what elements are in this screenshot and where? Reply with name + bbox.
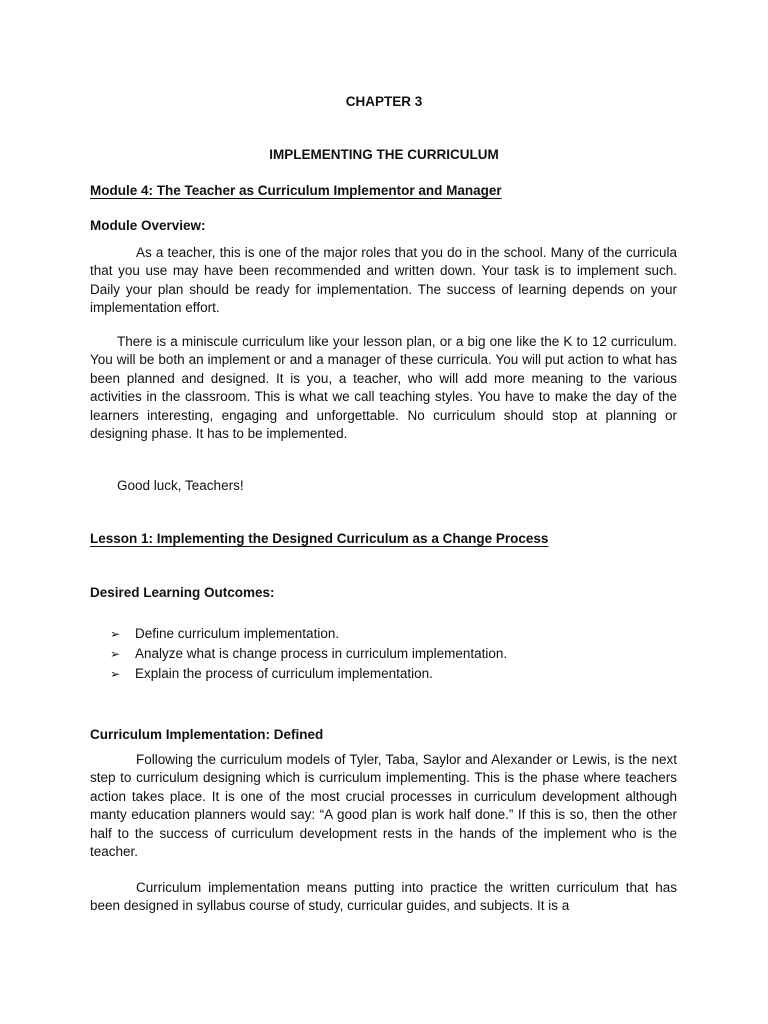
- overview-heading: Module Overview:: [90, 218, 206, 233]
- defined-heading: Curriculum Implementation: Defined: [90, 727, 324, 742]
- outcome-text: Analyze what is change process in curriculum implementation.: [135, 646, 508, 661]
- chapter-label: CHAPTER 3: [345, 94, 423, 109]
- unit-title: IMPLEMENTING THE CURRICULUM: [269, 147, 499, 162]
- outcomes-heading: Desired Learning Outcomes:: [90, 585, 275, 600]
- list-item: [110, 624, 507, 644]
- defined-paragraph-1: Following the curriculum models of Tyler, Taba, Saylor and Alexander or Lewis, is the next step to curriculum designing which is curriculum implementing. This is the phase where teachers action takes place. It is one of the most crucial processes in curriculum development although manty education planners would say: “A good plan is work half done.” If this is so, then the other half to the success of curriculum development rests in the hands of the implement who is the teacher.: [90, 752, 677, 860]
- defined-paragraph-2: Curriculum implementation means putting into practice the written curriculum that has been designed in syllabus course of study, curricular guides, and subjects. It is a: [90, 880, 677, 914]
- outcome-text: Explain the process of curriculum implementation.: [135, 666, 433, 681]
- overview-paragraph-1: As a teacher, this is one of the major roles that you do in the school. Many of the curricula that you use may have been recommended and written down. Your task is to implement such. Daily your plan should be ready for implementation. The success of learning depends on your implementation effort.: [90, 245, 677, 316]
- module-title: Module 4: The Teacher as Curriculum Implementor and Manager: [90, 183, 502, 198]
- lesson-title: Lesson 1: Implementing the Designed Curriculum as a Change Process: [90, 531, 549, 546]
- outcomes-list: [110, 624, 507, 684]
- overview-paragraph-2: There is a miniscule curriculum like your lesson plan, or a big one like the K to 12 curriculum. You will be both an implement or and a manager of these curricula. You will put action to what has been planned and designed. It is you, a teacher, who will add more meaning to the various activities in the classroom. This is what we call teaching styles. You have to make the day of the learners interesting, engaging and unforgettable. No curriculum should stop at planning or designing phase. It has to be implemented.: [90, 334, 677, 442]
- outcome-text: Define curriculum implementation.: [135, 626, 340, 641]
- list-item: [110, 644, 507, 664]
- overview-paragraph-3: Good luck, Teachers!: [117, 478, 244, 493]
- arrow-bullet-icon: ➢: [110, 667, 121, 681]
- list-item: [110, 664, 507, 684]
- arrow-bullet-icon: ➢: [110, 627, 121, 641]
- arrow-bullet-icon: ➢: [110, 647, 121, 661]
